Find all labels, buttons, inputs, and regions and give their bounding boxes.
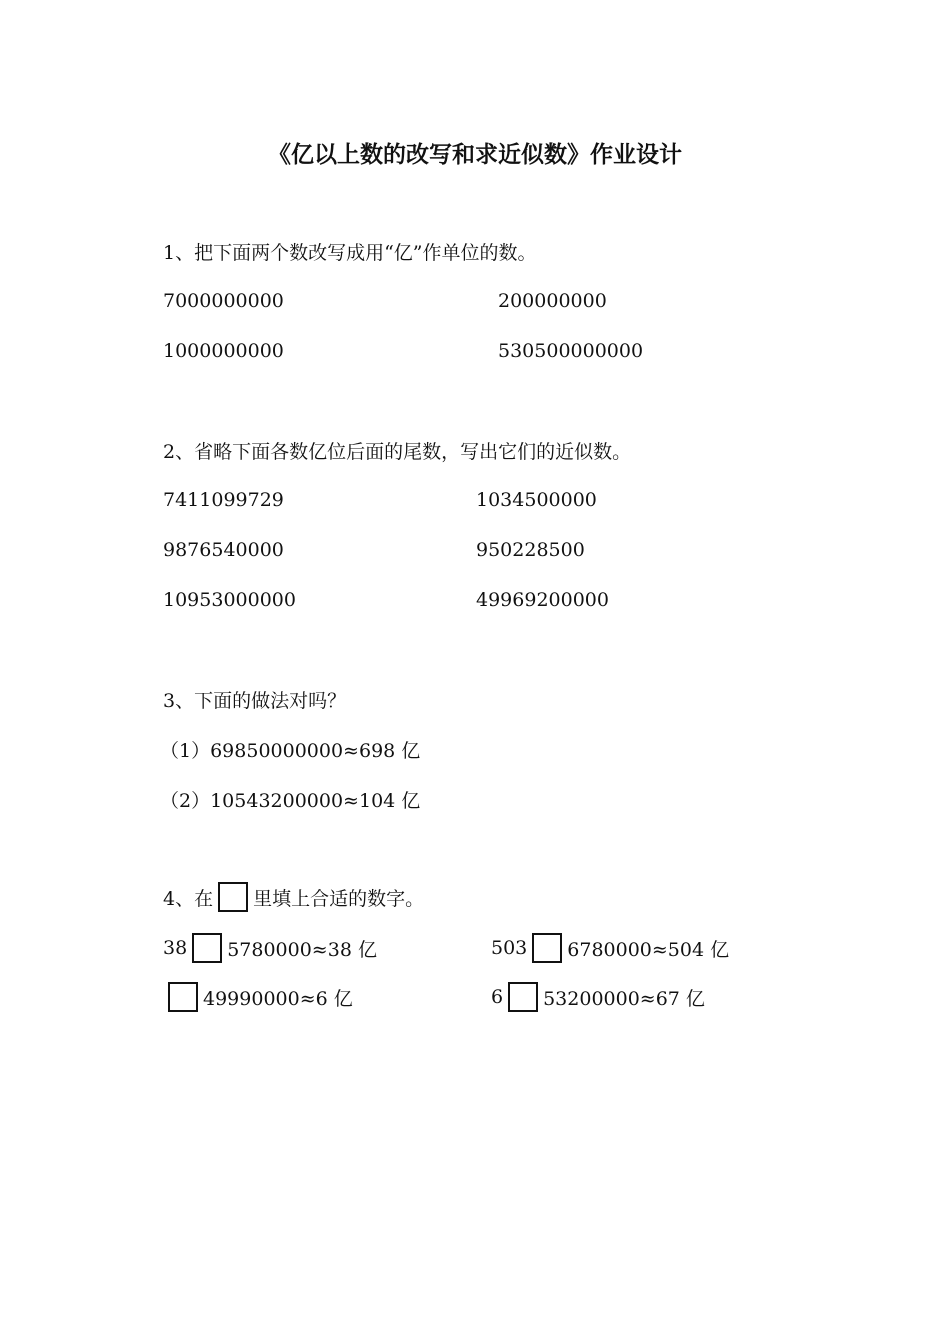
q3-item: （1）69850000000≈698 亿 xyxy=(160,739,421,762)
q4-prompt xyxy=(163,882,424,912)
q4-prompt-before: 4、在 xyxy=(163,887,214,910)
q2-item: 950228500 xyxy=(476,539,585,561)
q4-item xyxy=(163,933,377,963)
q1-prompt: 1、把下面两个数改写成用“亿”作单位的数。 xyxy=(163,241,537,264)
q4-item xyxy=(491,933,729,963)
q4-item-prefix: 6 xyxy=(491,986,504,1008)
answer-box[interactable] xyxy=(532,933,562,963)
answer-box[interactable] xyxy=(508,982,538,1012)
q1-item: 530500000000 xyxy=(498,340,644,362)
q1-item: 7000000000 xyxy=(163,290,284,312)
answer-box[interactable] xyxy=(192,933,222,963)
answer-box xyxy=(218,882,248,912)
q2-item: 1034500000 xyxy=(476,489,597,511)
q2-item: 49969200000 xyxy=(476,589,609,611)
q4-prompt-after: 里填上合适的数字。 xyxy=(253,887,425,910)
q2-item: 9876540000 xyxy=(163,539,284,561)
page-title: 《亿以上数的改写和求近似数》作业设计 xyxy=(268,142,682,168)
q4-item xyxy=(491,982,705,1012)
q2-item: 7411099729 xyxy=(163,489,284,511)
q4-item-prefix: 503 xyxy=(491,937,528,959)
q1-item: 200000000 xyxy=(498,290,607,312)
q4-item-suffix: 6780000≈504 亿 xyxy=(567,938,730,961)
q4-item-suffix: 49990000≈6 亿 xyxy=(203,987,353,1010)
q2-item: 10953000000 xyxy=(163,589,296,611)
q4-item-suffix: 53200000≈67 亿 xyxy=(543,987,705,1010)
q4-item-suffix: 5780000≈38 亿 xyxy=(227,938,377,961)
q4-item xyxy=(168,982,353,1012)
q3-prompt: 3、下面的做法对吗？ xyxy=(163,689,347,712)
q4-item-prefix: 38 xyxy=(163,937,188,959)
q3-item: （2）10543200000≈104 亿 xyxy=(160,789,421,812)
q2-prompt: 2、省略下面各数亿位后面的尾数，写出它们的近似数。 xyxy=(163,440,632,463)
q1-item: 1000000000 xyxy=(163,340,284,362)
answer-box[interactable] xyxy=(168,982,198,1012)
